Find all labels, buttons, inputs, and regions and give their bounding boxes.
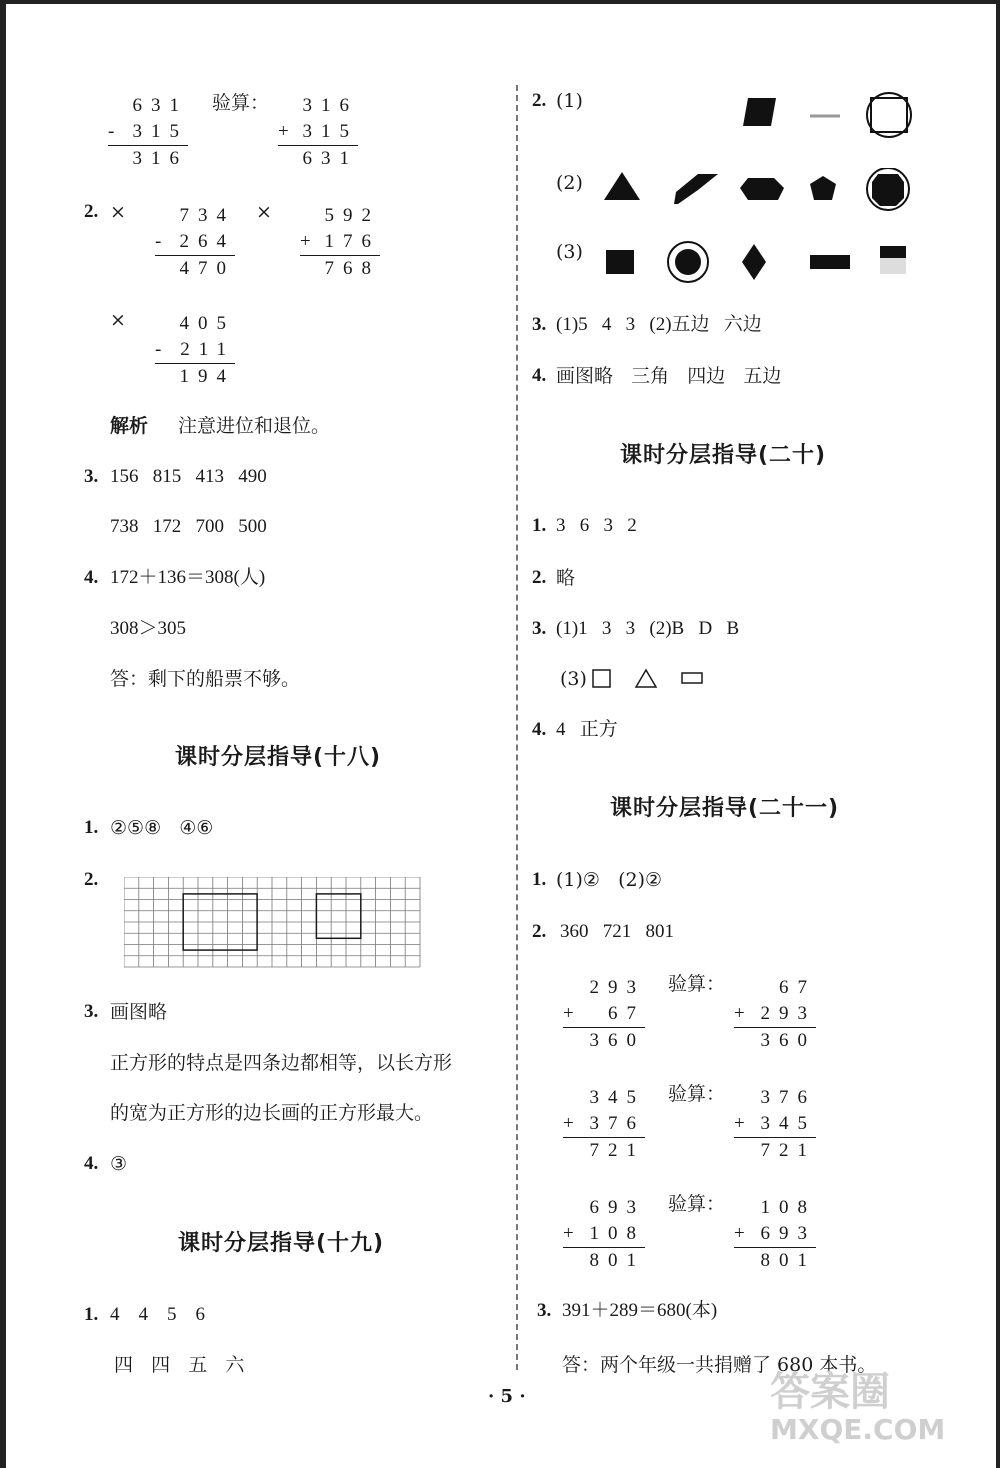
answer-text: 画图略 <box>110 1001 168 1023</box>
watermark-logo-text: 答案圈 <box>770 1369 890 1415</box>
answer-line: 308＞305 <box>110 618 187 639</box>
cross-mark: × <box>110 201 126 223</box>
operand-a: 734 <box>179 205 235 226</box>
shape-row-1 <box>740 92 920 142</box>
result: 360 <box>760 1030 816 1051</box>
operator: + <box>278 121 298 142</box>
sub-label: (2) <box>556 172 583 194</box>
answer-text: 答：两个年级一共捐赠了 680 本书。 <box>562 1354 877 1376</box>
result: 316 <box>132 148 188 169</box>
grid-columns <box>124 877 420 967</box>
question-number: 4. <box>532 719 547 740</box>
circle-outline <box>867 93 911 137</box>
operand-a: 592 <box>324 205 380 226</box>
result: 721 <box>760 1140 816 1161</box>
operator: + <box>300 231 320 252</box>
question-number: 2. <box>84 869 99 890</box>
operand-a: 405 <box>179 313 235 334</box>
rhombus-shape <box>742 244 766 280</box>
question-number: 1. <box>84 817 99 838</box>
analysis-label: 解析 <box>110 415 149 437</box>
scan-border-left <box>0 0 6 1468</box>
rectangle-outline <box>682 673 702 683</box>
rectangle-shape <box>880 246 906 258</box>
operator: - <box>108 121 124 142</box>
answer-line: (1)5 4 3 (2)五边 六边 <box>556 314 762 335</box>
triangle-outline <box>636 670 656 687</box>
page-number: · 5 · <box>488 1386 526 1407</box>
operand-b: 376 <box>589 1113 645 1134</box>
question-number: 3. <box>532 314 547 335</box>
scan-border-top <box>0 0 1000 4</box>
operator: + <box>734 1003 754 1024</box>
operator: + <box>563 1003 583 1024</box>
analysis-text: 注意进位和退位。 <box>178 415 331 437</box>
answer-line: 156 815 413 490 <box>110 466 267 487</box>
result: 360 <box>589 1030 645 1051</box>
rectangle-shape <box>810 255 850 269</box>
operand-b: 693 <box>760 1223 816 1244</box>
vertical-calc-check <box>734 1085 816 1164</box>
shape-answers <box>590 666 710 692</box>
answer-line: ②⑤⑧ ④⑥ <box>110 817 214 839</box>
question-number: 4. <box>532 365 547 386</box>
operator: - <box>155 339 171 360</box>
vertical-calc-1 <box>108 93 188 172</box>
check-label: 验算： <box>668 1083 726 1105</box>
square-outline <box>871 98 907 132</box>
vertical-calc <box>563 1195 645 1274</box>
section-title: 课时分层指导(十八) <box>175 745 382 770</box>
result: 194 <box>179 366 235 387</box>
vertical-calc-1-check <box>278 93 358 172</box>
section-title: 课时分层指导(二十) <box>620 443 827 468</box>
answer-text: 的宽为正方形的边长画的正方形最大。 <box>110 1102 434 1124</box>
operand-a: 693 <box>589 1197 645 1218</box>
cross-mark: × <box>256 201 272 223</box>
rectangle-shadow <box>880 258 906 274</box>
check-label: 验算： <box>668 973 726 995</box>
operand-b: 264 <box>179 231 235 252</box>
sub-label: (1) <box>556 90 583 112</box>
watermark <box>770 1370 945 1446</box>
vertical-calc <box>563 975 645 1054</box>
circle-filled <box>675 249 701 275</box>
question-number: 2. <box>532 921 547 942</box>
triangle-shape <box>604 172 640 200</box>
parallelogram-shape <box>743 98 776 126</box>
operand-a: 376 <box>760 1087 816 1108</box>
section-title: 课时分层指导(二十一) <box>610 796 840 821</box>
operand-a: 316 <box>302 95 358 116</box>
result: 631 <box>302 148 358 169</box>
result: 470 <box>179 258 235 279</box>
answer-line: (1)② (2)② <box>556 869 663 891</box>
operand-b: 67 <box>608 1003 645 1024</box>
answer-line: 172＋136＝308(人) <box>110 567 266 588</box>
shape-row-3 <box>602 240 922 284</box>
question-number: 4. <box>84 1153 99 1174</box>
answer-line: 391＋289＝680(本) <box>562 1300 718 1321</box>
grid-figure <box>124 877 422 969</box>
result: 801 <box>589 1250 645 1271</box>
operator: + <box>734 1223 754 1244</box>
question-number: 3. <box>532 618 547 639</box>
watermark-url: MXQE.COM <box>770 1413 946 1446</box>
vertical-calc-check <box>734 975 816 1054</box>
operand-a: 67 <box>779 977 816 998</box>
operator: + <box>563 1223 583 1244</box>
answer-line: 3 6 3 2 <box>556 515 637 536</box>
column-divider <box>516 85 518 1370</box>
operand-b: 211 <box>180 339 235 360</box>
result: 801 <box>760 1250 816 1271</box>
question-number: 3. <box>537 1300 552 1321</box>
operand-a: 345 <box>589 1087 645 1108</box>
result: 721 <box>589 1140 645 1161</box>
operator: + <box>563 1113 583 1134</box>
answer-text: ③ <box>110 1153 128 1175</box>
question-number: 1. <box>532 515 547 536</box>
question-number: 3. <box>84 466 99 487</box>
operand-b: 315 <box>302 121 358 142</box>
vertical-calc-check <box>734 1195 816 1274</box>
operand-a: 293 <box>589 977 645 998</box>
square-outline <box>593 670 610 687</box>
question-number: 2. <box>532 90 547 111</box>
vertical-calc-2-check <box>300 203 380 282</box>
answer-line: 360 721 801 <box>560 921 674 942</box>
cross-mark: × <box>110 309 126 331</box>
pentagon-shape <box>810 176 836 200</box>
sub-label: (3) <box>560 668 587 690</box>
question-number: 2. <box>84 201 99 222</box>
operator: - <box>155 231 171 252</box>
octagon-shape <box>872 174 904 206</box>
shape-row-2 <box>602 168 922 216</box>
trapezoid-shape <box>674 174 718 204</box>
answer-text: 答：剩下的船票不够。 <box>110 668 301 690</box>
sub-label: (3) <box>556 241 583 263</box>
answer-line: (1)1 3 3 (2)B D B <box>556 618 740 639</box>
question-number: 1. <box>84 1304 99 1325</box>
question-number: 4. <box>84 567 99 588</box>
vertical-calc-3 <box>155 311 235 390</box>
operand-b: 315 <box>132 121 188 142</box>
operand-a: 108 <box>760 1197 816 1218</box>
operator: + <box>734 1113 754 1134</box>
square-shape <box>316 894 360 938</box>
answer-line: 画图略 三角 四边 五边 <box>556 365 782 387</box>
operand-b: 108 <box>589 1223 645 1244</box>
question-number: 3. <box>84 1001 99 1022</box>
answer-line: 4 4 5 6 <box>110 1304 205 1325</box>
operand-b: 293 <box>760 1003 816 1024</box>
vertical-calc <box>563 1085 645 1164</box>
check-label: 验算： <box>668 1193 726 1215</box>
vertical-calc-2 <box>155 203 235 282</box>
answer-line: 4 正方 <box>556 719 618 740</box>
answer-text: 正方形的特点是四条边都相等，以长方形 <box>110 1052 453 1074</box>
check-label: 验算： <box>212 92 270 114</box>
answer-line: 略 <box>556 567 576 589</box>
answer-line: 738 172 700 500 <box>110 516 267 537</box>
question-number: 1. <box>532 869 547 890</box>
answer-line: 四 四 五 六 <box>114 1354 245 1376</box>
operand-a: 631 <box>132 95 188 116</box>
question-number: 2. <box>532 567 547 588</box>
operand-b: 345 <box>760 1113 816 1134</box>
operand-b: 176 <box>324 231 380 252</box>
hexagon-shape <box>740 178 784 200</box>
square-shape <box>606 250 634 274</box>
section-title: 课时分层指导(十九) <box>178 1231 385 1256</box>
result: 768 <box>324 258 380 279</box>
scan-border-right <box>996 0 1000 1468</box>
